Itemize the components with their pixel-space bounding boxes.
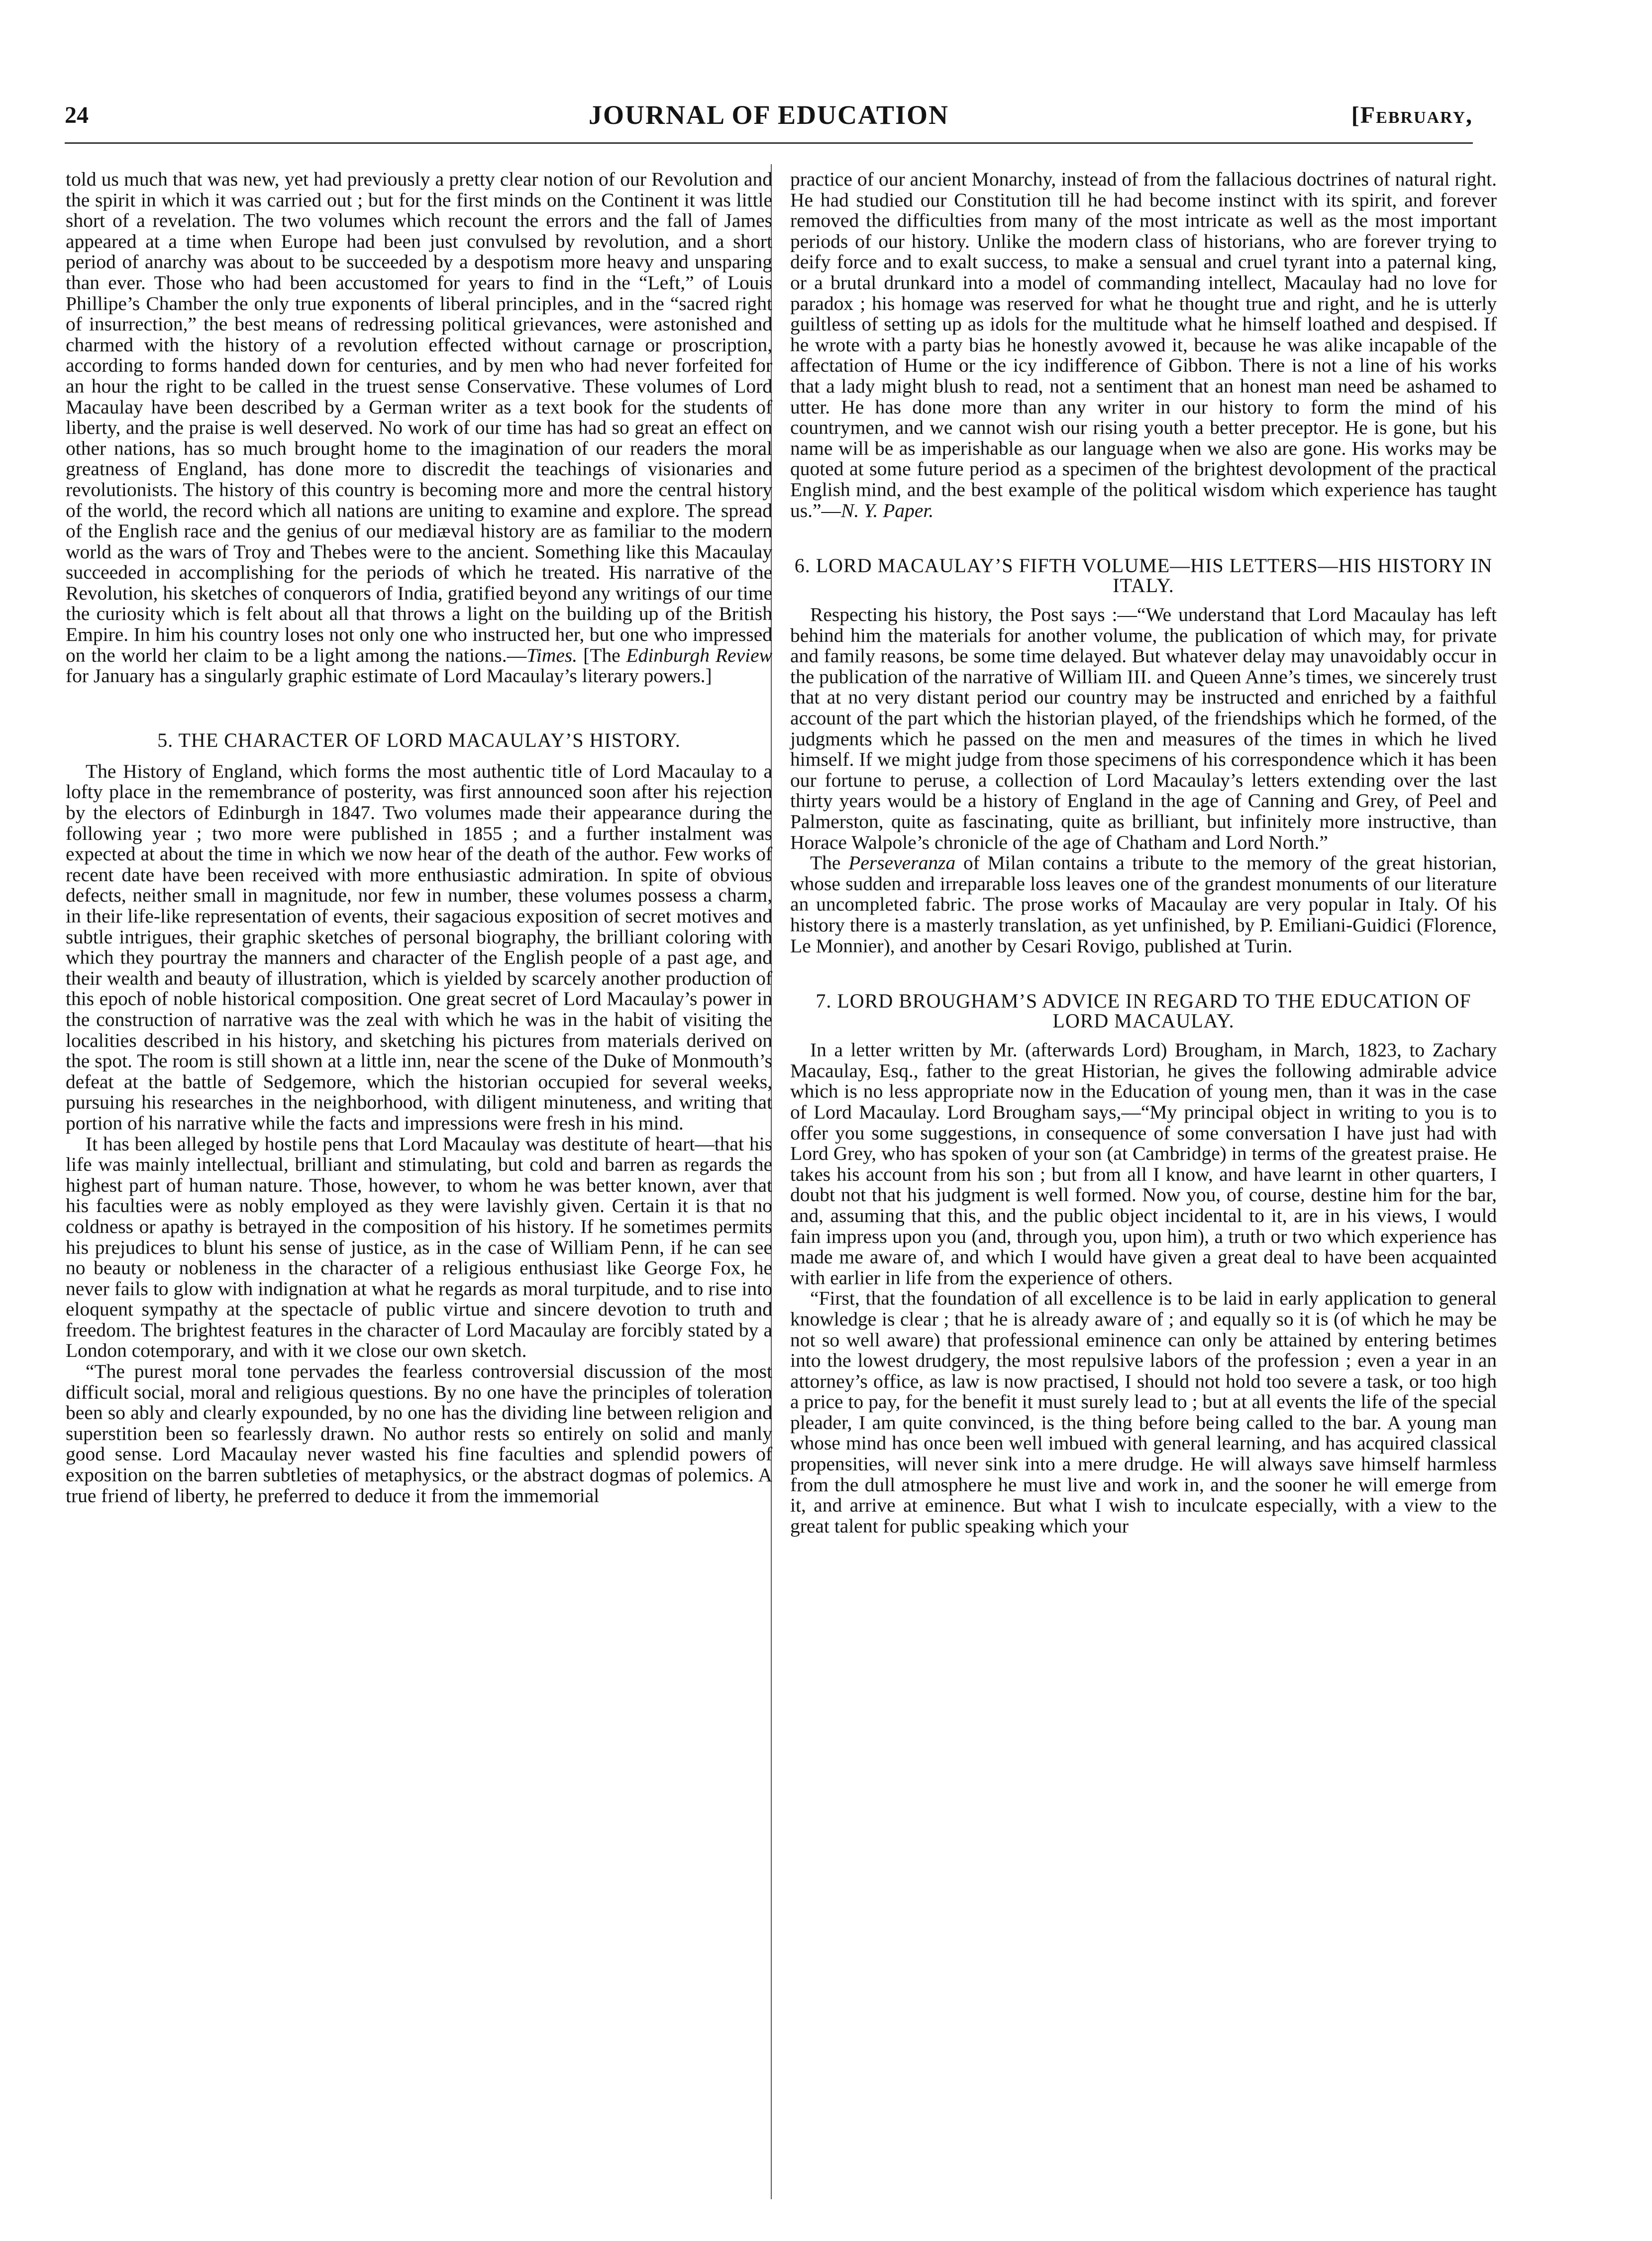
journal-name: Edinburgh Review xyxy=(626,644,772,666)
journal-title: JOURNAL OF EDUCATION xyxy=(588,100,949,130)
source-attribution: N. Y. Paper. xyxy=(841,499,934,521)
right-column xyxy=(790,169,1497,1536)
article-paragraph: The Perseveranza of Milan contains a tribute to the memory of the great historian, whose sudden and irreparable loss leaves one of the grandest monuments of our literature an uncompleted fabric. The prose works of Macaulay are very popular in Italy. Of his history there is a masterly translation, as yet unfinished, by P. Emiliani-Guidici (Florence, Le Monnier), and another by Cesari Rovigo, published at Turin. xyxy=(790,852,1497,957)
article-paragraph: In a letter written by Mr. (afterwards Lord) Brougham, in March, 1823, to Zachary Macaulay, Esq., father to the great Historian, he gives the following admirable advice which is no less appropriate now in the Education of young men, than it was in the case of Lord Macaulay. Lord Brougham says,—“My principal object in writing to you is to offer you some suggestions, in consequence of some conversation I have just had with Lord Grey, who has spoken of your son (at Cambridge) in terms of the greatest praise. He takes his account from his son ; but from all I know, and have learnt in other quarters, I doubt not that his judgment is well formed. Now you, of course, destine him for the bar, and, assuming that this, and the public object incidental to it, are in his views, I would fain impress upon you (and, through you, upon him), a truth or two which experience has made me aware of, and which I would have given a great deal to have been acquainted with earlier in life from the experience of others. xyxy=(790,1039,1497,1289)
header-month: [February, xyxy=(1351,102,1473,128)
left-column xyxy=(66,169,772,1506)
page-number: 24 xyxy=(65,102,89,128)
source-attribution: Times. xyxy=(526,644,578,666)
header-rule xyxy=(65,142,1473,144)
article-paragraph: Respecting his history, the Post says :—“We understand that Lord Macaulay has left behind him the materials for another volume, the publication of which may, for private and family reasons, be some time delayed. But whatever delay may unavoidably occur in the publication of the narrative of William III. and Queen Anne’s times, we sincerely trust that at no very distant period our country may be instructed and enriched by a faithful account of the part which the historian played, of the friendships which he formed, of the judgments which he passed on the men and measures of the times in which he lived himself. If we might judge from those specimens of his correspondence which it has been our fortune to peruse, a collection of Lord Macaulay’s letters extending over the last thirty years would be a history of England in the age of Canning and Grey, of Peel and Palmerston, quite as fascinating, quite as brilliant, but infinitely more instructive, than Horace Walpole’s chronicle of the age of Chatham and Lord North.” xyxy=(790,604,1497,853)
article-paragraph: “First, that the foundation of all excellence is to be laid in early application to general knowledge is clear ; that he is already aware of ; and equally so it is (of which he may be not so well aware) that professional eminence can only be attained by entering betimes into the lowest drudgery, the most repulsive labors of the profession ; even a year in an attorney’s office, as law is now practised, I should not hold too severe a task, or too high a price to pay, for the benefit it must surely lead to ; but at all events the life of the special pleader, I am quite convinced, is the thing before being called to the bar. A young man whose mind has once been well imbued with general learning, and has acquired classical propensities, will never sink into a mere drudge. He will always save himself harmless from the dull atmosphere he must live and work in, and the sooner he will emerge from it, and arrive at eminence. But what I wish to inculcate especially, with a view to the great talent for public speaking which your xyxy=(790,1287,1497,1537)
article-paragraph: “The purest moral tone pervades the fearless controversial discussion of the most difficult social, moral and religious questions. By no one have the principles of toleration been so ably and clearly expounded, by no one has the dividing line between religion and superstition been so fearlessly drawn. No author rests so entirely on solid and manly good sense. Lord Macaulay never wasted his fine faculties and splendid powers of exposition on the barren subtleties of metaphysics, or the abstract dogmas of polemics. A true friend of liberty, he preferred to deduce it from the immemorial xyxy=(66,1360,772,1507)
article-paragraph: It has been alleged by hostile pens that Lord Macaulay was destitute of heart—that his life was mainly intellectual, brilliant and stimulating, but cold and barren as regards the highest part of human nature. Those, however, to whom he was better known, aver that his faculties were as nobly employed as they were lavishly given. Certain it is that no coldness or apathy is betrayed in the composition of his history. If he sometimes permits his prejudices to blunt his sense of justice, as in the case of William Penn, if he can see no beauty or nobleness in the character of a religious enthusiast like George Fox, he never fails to glow with indignation at what he regards as moral turpitude, and to rise into eloquent sympathy at the spectacle of public virtue and sincere devotion to truth and freedom. The brightest features in the character of Lord Macaulay are forcibly stated by a London cotemporary, and with it we close our own sketch. xyxy=(66,1132,772,1362)
continued-article-paragraph: told us much that was new, yet had previously a pretty clear notion of our Revolution and the spirit in which it was carried out ; but for the first minds on the Continent it was little short of a revelation. The two volumes which recount the errors and the fall of James appeared at a time when Europe had been just convulsed by revolution, and a short period of anarchy was about to be succeeded by a despotism more heavy and unsparing than ever. Those who had been accustomed for years to find in the “Left,” of Louis Phillipe’s Chamber the only true exponents of liberal principles, and in the “sacred right of insurrection,” the best means of redressing political grievances, were astonished and charmed with the history of a revolution effected without carnage or proscription, according to forms handed down for centuries, and by men who had never forfeited for an hour the right to be called in the truest sense Conservative. These volumes of Lord Macaulay have been described by a German writer as a text book for the students of liberty, and the praise is well deserved. No work of our time has had so great an effect on other nations, has so much brought home to the imagination of our readers the moral greatness of England, has done more to discredit the teachings of visionaries and revolutionists. The history of this country is becoming more and more the central history of the world, the record which all nations are uniting to examine and explore. The spread of the English race and the genius of our mediæval history are as familiar to the modern world as the wars of Troy and Thebes were to the ancient. Something like this Macaulay succeeded in accomplishing for the periods of which he treated. His narrative of the Revolution, his sketches of conquerors of India, gratified beyond any writings of our time the curiosity which is felt about all that throws a light on the building up of the British Empire. In him his country loses not only one who instructed her, but one who impressed on the world her claim to be a light among the nations.—Times. [The Edinburgh Review for January has a singularly graphic estimate of Lord Macaulay’s literary powers.] xyxy=(66,168,772,687)
article-paragraph: The History of England, which forms the most authentic title of Lord Macaulay to a lofty place in the remembrance of posterity, was first announced soon after his rejection by the electors of Edinburgh in 1847. Two volumes made their appearance during the following year ; two more were published in 1855 ; and a further instalment was expected at about the time in which we now hear of the death of the author. Few works of recent date have been received with more enthusiastic admiration. In spite of obvious defects, neither small in magnitude, nor few in number, these volumes possess a charm, in their life-like representation of events, their sagacious exposition of secret motives and subtle intrigues, their graphic sketches of personal biography, the brilliant coloring with which they pourtray the manners and character of the English people of a past age, and their wealth and beauty of illustration, which is yielded by scarcely another production of this epoch of noble historical composition. One great secret of Lord Macaulay’s power in the construction of narrative was the zeal with which he was in the habit of visiting the localities described in his history, and sketching his pictures from materials derived on the spot. The room is still shown at a little inn, near the scene of the Duke of Monmouth’s defeat at the battle of Sedgemore, which the historian occupied for several weeks, pursuing his researches in the neighborhood, with diligent minuteness, and writing that portion of his narrative while the facts and impressions were fresh in his mind. xyxy=(66,760,772,1134)
continued-article-paragraph: practice of our ancient Monarchy, instead of from the fallacious doctrines of natural right. He had studied our Constitution till he had become instinct with its spirit, and forever removed the difficulties from many of the most intricate as well as the most important periods of our history. Unlike the modern class of historians, who are forever trying to deify force and to exalt success, to make a sensual and cruel tyrant into a paternal king, or a brutal drunkard into a model of commanding intellect, Macaulay had no love for paradox ; his homage was reserved for what he thought true and right, and he is utterly guiltless of setting up as idols for the multitude what he himself loathed and despised. If he wrote with a party bias he honestly avowed it, because he was alike incapable of the affectation of Hume or the icy indifference of Gibbon. There is not a line of his works that a lady might blush to read, not a sentiment that an honest man need be ashamed to utter. He has done more than any writer in our history to form the mind of his countrymen, and we cannot wish our rising youth a better preceptor. He is gone, but his name will be as imperishable as our language when we also are gone. His works may be quoted at some future period as a specimen of the brightest devolopment of the practical English mind, and the best example of the political wisdom which experience has taught us.”—N. Y. Paper. xyxy=(790,168,1497,521)
section-heading-5: 5. THE CHARACTER OF LORD MACAULAY’S HISTORY. xyxy=(157,728,681,751)
section-heading-6: 6. LORD MACAULAY’S FIFTH VOLUME—HIS LETTERS—HIS HISTORY IN ITALY. xyxy=(794,554,1493,597)
section-heading-7: 7. LORD BROUGHAM’S ADVICE IN REGARD TO THE EDUCATION OF LORD MACAULAY. xyxy=(816,990,1471,1032)
running-header xyxy=(65,100,1473,134)
newspaper-name: Perseveranza xyxy=(848,852,956,874)
